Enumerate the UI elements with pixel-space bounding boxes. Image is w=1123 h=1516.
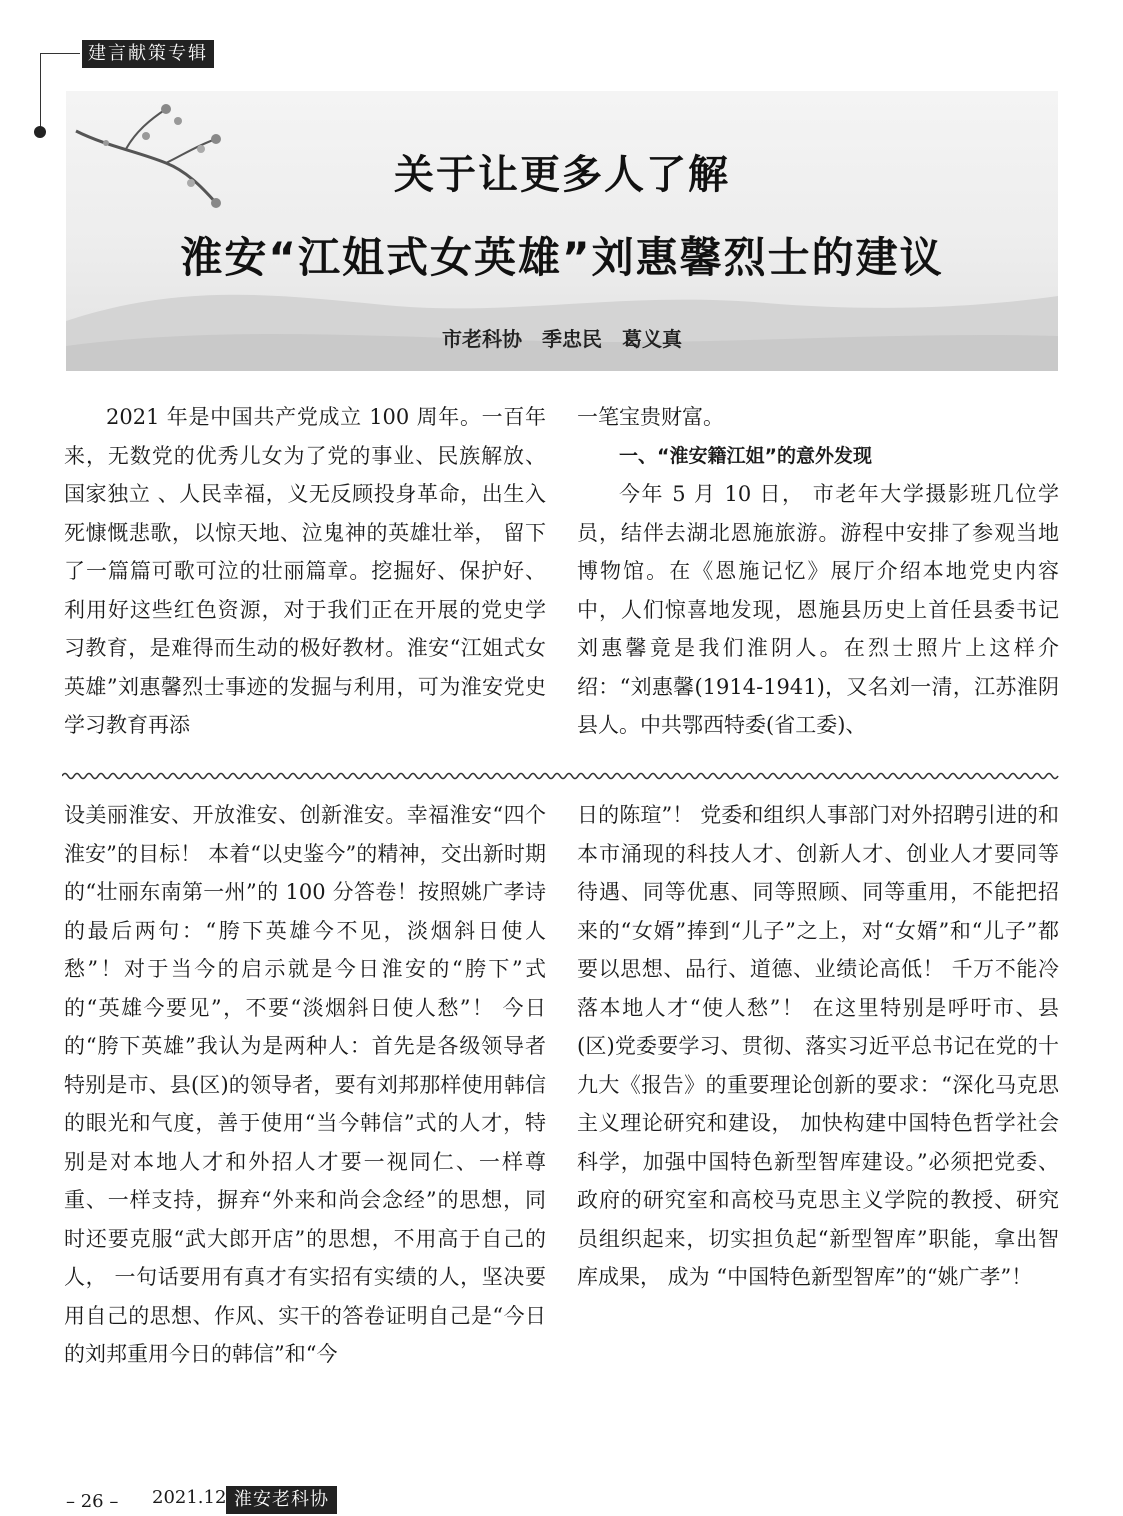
author-byline: 市老科协 季忠民 葛义真	[442, 327, 682, 351]
side-rule	[40, 53, 41, 131]
section-label: 建言献策专辑	[82, 40, 214, 68]
section-heading: 一、“淮安籍江姐”的意外发现	[619, 444, 872, 467]
page-number: – 26 –	[66, 1491, 119, 1512]
paragraph-conclusion: 日的陈瑄”！ 党委和组织人事部门对外招聘引进的和本市涌现的科技人才、创新人才、创业人才要同等待遇、同等优惠、同等照顾、同等重用，不能把招来的“女婿”捧到“儿子”之上，对“女婿”和“儿子”都要以思想、品行、道德、业绩论高低！ 千万不能冷落本地人才“使人愁”！ 在这里特别是呼吁市、县(区)党委要学习、贯彻、落实习近平总书记在党的十九大《报告》的重要理论创新的要求：“深化马克思主义理论研究和建设， 加快构建中国特色哲学社会科学，加强中国特色新型智库建设。”必须把党委、政府的研究室和高校马克思主义学院的教授、研究员组织起来，切实担负起“新型智库”职能，拿出智库成果， 成为 “中国特色新型智库”的“姚广孝”！	[577, 803, 1059, 1289]
magazine-name: 淮安老科协	[226, 1486, 337, 1514]
article-title-line-1: 关于让更多人了解	[394, 152, 730, 198]
wavy-divider	[62, 768, 1060, 784]
side-dot	[34, 126, 46, 138]
column-4	[577, 796, 1059, 1297]
paragraph-discovery: 今年 5 月 10 日， 市老年大学摄影班几位学员，结伴去湖北恩施旅游。游程中安排了参观当地博物馆。在《恩施记忆》展厅介绍本地党史内容中，人们惊喜地发现，恩施县历史上首任县委书记刘惠馨竟是我们淮阴人。在烈士照片上这样介绍：“刘惠馨(1914-1941)，又名刘一清，江苏淮阴县人。中共鄂西特委(省工委)、	[577, 482, 1059, 737]
column-2	[577, 398, 1059, 745]
paragraph-intro: 2021 年是中国共产党成立 100 周年。一百年来，无数党的优秀儿女为了党的事业、民族解放、国家独立 、人民幸福，义无反顾投身革命，出生入死慷慨悲歌，以惊天地、泣鬼神的英雄壮举， 留下了一篇篇可歌可泣的壮丽篇章。挖掘好、保护好、利用好这些红色资源，对于我们正在开展的党史学习教育，是难得而生动的极好教材。淮安“江姐式女英雄”刘惠馨烈士事迹的发掘与利用，可为淮安党史学习教育再添	[64, 405, 546, 737]
issue-date: 2021.12	[152, 1487, 227, 1508]
article-title-line-2: 淮安“江姐式女英雄”刘惠馨烈士的建议	[180, 233, 944, 282]
column-1	[64, 398, 546, 745]
title-banner	[66, 91, 1058, 371]
column-3	[64, 796, 546, 1374]
header-rule	[40, 53, 80, 54]
paragraph-continuation: 一笔宝贵财富。	[577, 405, 724, 429]
paragraph-suggestions: 设美丽淮安、开放淮安、创新淮安。幸福淮安“四个淮安”的目标！ 本着“以史鉴今”的精神，交出新时期的“壮丽东南第一州”的 100 分答卷！按照姚广孝诗的最后两句：“胯下英雄今不见，淡烟斜日使人愁”！对于当今的启示就是今日淮安的“胯下”式的“英雄今要见”，不要“淡烟斜日使人愁”！ 今日的“胯下英雄”我认为是两种人：首先是各级领导者特别是市、县(区)的领导者，要有刘邦那样使用韩信的眼光和气度，善于使用“当今韩信”式的人才，特别是对本地人才和外招人才要一视同仁、一样尊重、一样支持，摒弃“外来和尚会念经”的思想，同时还要克服“武大郎开店”的思想，不用高于自己的人， 一句话要用有真才有实招有实绩的人，坚决要用自己的思想、作风、实干的答卷证明自己是“今日的刘邦重用今日的韩信”和“今	[64, 803, 546, 1366]
